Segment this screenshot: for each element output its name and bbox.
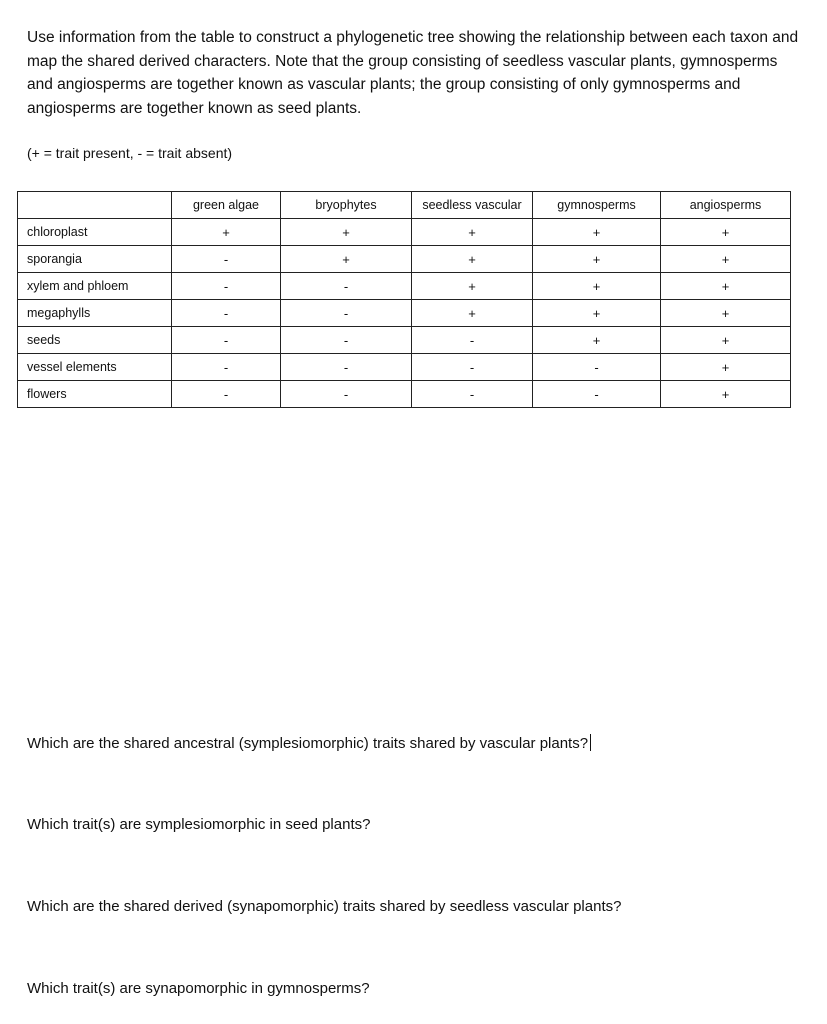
trait-value: + [661,300,791,327]
table-header-row [18,192,791,219]
table-row [18,327,791,354]
header-green-algae: green algae [172,192,281,219]
trait-value: + [281,246,412,273]
trait-value: + [533,327,661,354]
trait-value: + [661,354,791,381]
trait-value: + [533,246,661,273]
header-corner [18,192,172,219]
trait-value: - [281,354,412,381]
header-bryophytes: bryophytes [281,192,412,219]
trait-value: + [661,219,791,246]
trait-value: - [281,381,412,408]
trait-name: xylem and phloem [18,273,172,300]
table-row [18,246,791,273]
trait-value: + [412,273,533,300]
trait-value: - [281,273,412,300]
trait-value: + [533,273,661,300]
trait-name: flowers [18,381,172,408]
table-row [18,354,791,381]
trait-value: - [533,354,661,381]
question-gymnosperm-synapomorphic[interactable]: Which trait(s) are synapomorphic in gymnosperms? [27,980,370,997]
trait-name: megaphylls [18,300,172,327]
trait-value: - [281,327,412,354]
question-seed-symplesiomorphic[interactable]: Which trait(s) are symplesiomorphic in seed plants? [27,816,371,833]
trait-value: - [172,300,281,327]
instructions-paragraph: Use information from the table to construct a phylogenetic tree showing the relationship between each taxon and map the shared derived characters. Note that the group consisting of seedless vascular plants, gymnosperms and angiosperms are together known as vascular plants; the group consisting of only gymnosperms and angiosperms are together known as seed plants. [27,29,799,117]
trait-value: - [281,300,412,327]
trait-name: sporangia [18,246,172,273]
trait-value: + [412,219,533,246]
header-angiosperms: angiosperms [661,192,791,219]
table-row [18,300,791,327]
trait-value: + [661,246,791,273]
trait-value: - [172,354,281,381]
table-row [18,273,791,300]
question-seedless-synapomorphic[interactable]: Which are the shared derived (synapomorphic) traits shared by seedless vascular plants? [27,898,622,915]
table-row [18,219,791,246]
trait-value: - [172,273,281,300]
trait-value: + [661,273,791,300]
trait-name: chloroplast [18,219,172,246]
question-text: Which are the shared ancestral (symplesiomorphic) traits shared by vascular plants? [27,735,589,752]
trait-value: + [172,219,281,246]
trait-value: + [533,300,661,327]
trait-value: + [281,219,412,246]
text-cursor [590,734,591,751]
header-gymnosperms: gymnosperms [533,192,661,219]
trait-value: - [172,246,281,273]
trait-value: + [661,327,791,354]
trait-value: - [412,327,533,354]
trait-value: - [412,381,533,408]
table-row [18,381,791,408]
trait-value: + [412,300,533,327]
trait-table [17,191,791,408]
trait-value: + [412,246,533,273]
trait-name: vessel elements [18,354,172,381]
question-vascular-symplesiomorphic[interactable] [27,734,591,752]
trait-value: - [172,381,281,408]
trait-value: + [533,219,661,246]
trait-name: seeds [18,327,172,354]
trait-value: + [661,381,791,408]
trait-value: - [172,327,281,354]
trait-legend: (+ = trait present, - = trait absent) [27,145,233,161]
trait-value: - [412,354,533,381]
trait-value: - [533,381,661,408]
header-seedless-vascular: seedless vascular [412,192,533,219]
